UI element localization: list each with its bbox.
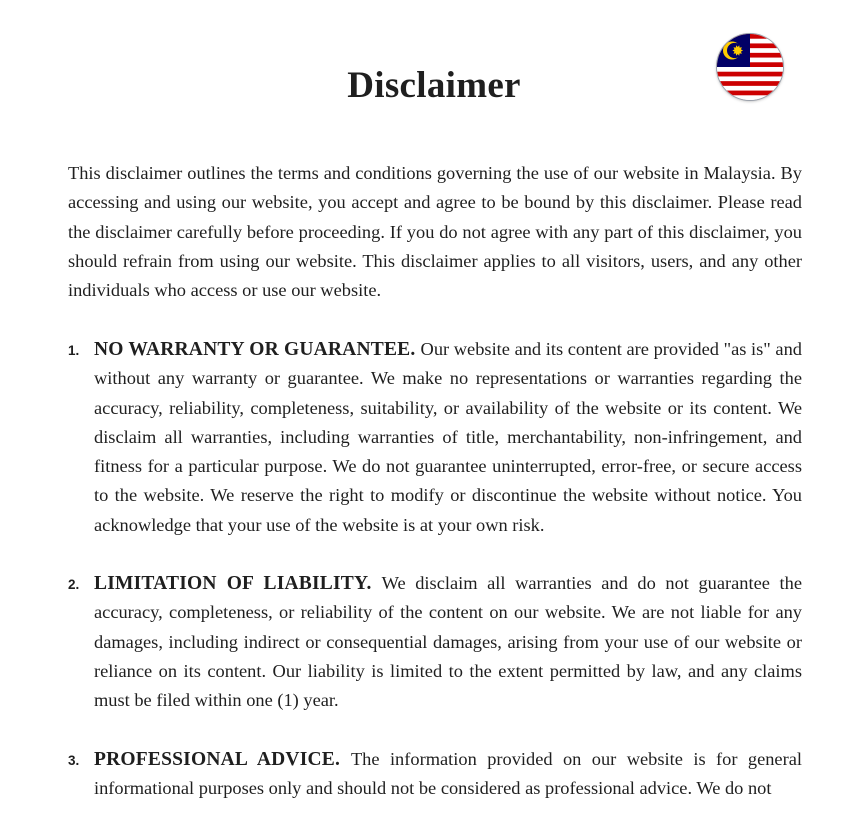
section-body: We disclaim all warranties and do not guarantee the accuracy, completeness, or reliability of the content on our website. We are not liable for any damages, including indirect or consequential damages, arising from your use of our website or reliance on its content. Our liability is limited to the extent permitted by law, and any claims must be filed within one (1) year. — [94, 573, 802, 711]
section-item — [68, 335, 802, 540]
section-heading: NO WARRANTY OR GUARANTEE. — [94, 339, 421, 360]
section-number: 2. — [68, 577, 80, 593]
section-heading: PROFESSIONAL ADVICE. — [94, 748, 351, 770]
section-body: The information provided on our website is for general informational purposes only and should not be considered as professional advice. We do not — [94, 748, 802, 798]
section-item — [68, 569, 802, 715]
section-body: Our website and its content are provided "as is" and without any warranty or guarantee. We make no representations or warranties regarding the accuracy, reliability, completeness, suitability, or availability of the website or its content. We disclaim all warranties, including warranties of title, merchantability, non-infringement, and fitness for a particular purpose. We do not guarantee uninterrupted, error-free, or secure access to the website. We reserve the right to modify or discontinue the website without notice. You acknowledge that your use of the website is at your own risk. — [94, 339, 802, 535]
section-number: 1. — [68, 343, 80, 358]
disclaimer-sections — [68, 335, 802, 832]
page-title: Disclaimer — [347, 65, 521, 106]
section-item — [68, 745, 802, 804]
intro-paragraph: This disclaimer outlines the terms and conditions governing the use of our website in Malaysia. By accessing and using our website, you accept and agree to be bound by this disclaimer. Please read the disclaimer carefully before proceeding. If you do not agree with any part of this disclaimer, you should refrain from using our website. This disclaimer applies to all visitors, users, and any other individuals who access or use our website. — [68, 163, 802, 301]
section-number: 3. — [68, 752, 80, 768]
section-heading: LIMITATION OF LIABILITY. — [94, 573, 382, 595]
